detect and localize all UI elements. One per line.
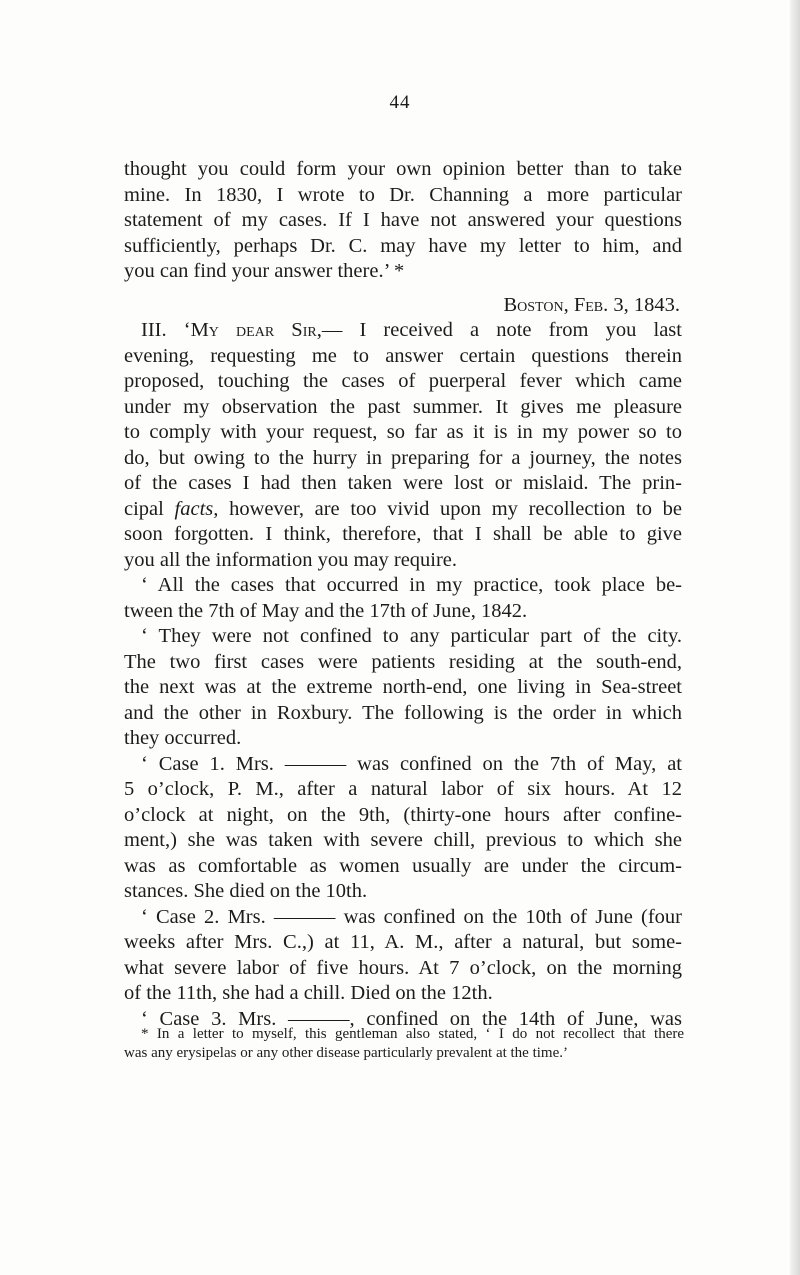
text-line: the next was at the extreme north-end, one living in Sea-street (124, 676, 682, 698)
case-2-line: ‘ Case 2. Mrs. ——— was confined on the 10th of June (four (141, 905, 682, 928)
letter-number: III. (141, 319, 167, 341)
facts-italic: facts, (174, 497, 219, 520)
facts-post: however, are too vivid upon my recollection to be (229, 497, 683, 520)
text-line: and the other in Roxbury. The following is the order in which (124, 701, 682, 724)
letter-opening-rest: — I received a note from you last (321, 319, 682, 341)
text-line: ‘ They were not confined to any particular part of the city. (141, 625, 682, 647)
case-1-line: was as comfortable as women usually are under the circum- (124, 854, 682, 877)
case-2-line: weeks after Mrs. C.,) at 11, A. M., after a natural, but some- (124, 931, 682, 953)
footnote (124, 1025, 684, 1063)
text-line: sufficiently, perhaps Dr. C. may have my letter to him, and (124, 234, 682, 257)
text-line: soon forgotten. I think, therefore, that I shall be able to give (124, 523, 682, 545)
dateline: Boston, Feb. 3, 1843. (503, 293, 680, 316)
text-line: you all the information you may require. (124, 548, 458, 571)
text-line: do, but owing to the hurry in preparing for a journey, the notes (124, 446, 682, 469)
facts-pre: cipal (124, 497, 164, 520)
footnote-line: was any erysipelas or any other disease particularly prevalent at the time.’ (124, 1045, 568, 1061)
case-1-line: 5 o’clock, P. M., after a natural labor of six hours. At 12 (124, 778, 682, 800)
footnote-line: * In a letter to myself, this gentleman also stated, ‘ I do not recollect that there (141, 1026, 684, 1042)
text-line: they occurred. (124, 727, 242, 749)
page-number: 44 (389, 92, 411, 113)
case-1-line: ‘ Case 1. Mrs. ——— was confined on the 7th of May, at (141, 752, 682, 775)
text-line: proposed, touching the cases of puerperal fever which came (124, 370, 682, 392)
text-line: under my observation the past summer. It gives me pleasure (124, 395, 682, 418)
case-1-line: ment,) she was taken with severe chill, previous to which she (124, 829, 682, 851)
text-line: mine. In 1830, I wrote to Dr. Channing a more particular (124, 183, 682, 206)
case-3-line: ‘ Case 3. Mrs. ———, confined on the 14th of June, was (141, 1007, 682, 1030)
text-line: statement of my cases. If I have not answered your questions (124, 209, 682, 231)
text-line: ‘ All the cases that occurred in my practice, took place be- (141, 574, 682, 596)
salutation: ‘My dear Sir, (183, 319, 322, 341)
body-text (124, 157, 682, 1032)
text-line: The two first cases were patients residing at the south-end, (124, 650, 682, 673)
text-line: of the cases I had then taken were lost or mislaid. The prin- (124, 472, 682, 494)
case-2-line: of the 11th, she had a chill. Died on the 12th. (124, 982, 493, 1004)
page-edge-shadow (790, 0, 800, 1275)
text-line-italic-facts (124, 497, 682, 523)
text-line: thought you could form your own opinion better than to take (124, 158, 682, 180)
text-line: to comply with your request, so far as it is in my power so to (124, 421, 682, 443)
case-2-line: what severe labor of five hours. At 7 o’clock, on the morning (124, 956, 682, 979)
case-1-line: o’clock at night, on the 9th, (thirty-one hours after confine- (124, 803, 682, 826)
text-line: tween the 7th of May and the 17th of June, 1842. (124, 599, 528, 622)
text-line: you can find your answer there.’ * (124, 260, 405, 282)
text-line: evening, requesting me to answer certain questions therein (124, 344, 682, 367)
case-1-line: stances. She died on the 10th. (124, 880, 368, 902)
letter-opening-line (124, 318, 682, 344)
